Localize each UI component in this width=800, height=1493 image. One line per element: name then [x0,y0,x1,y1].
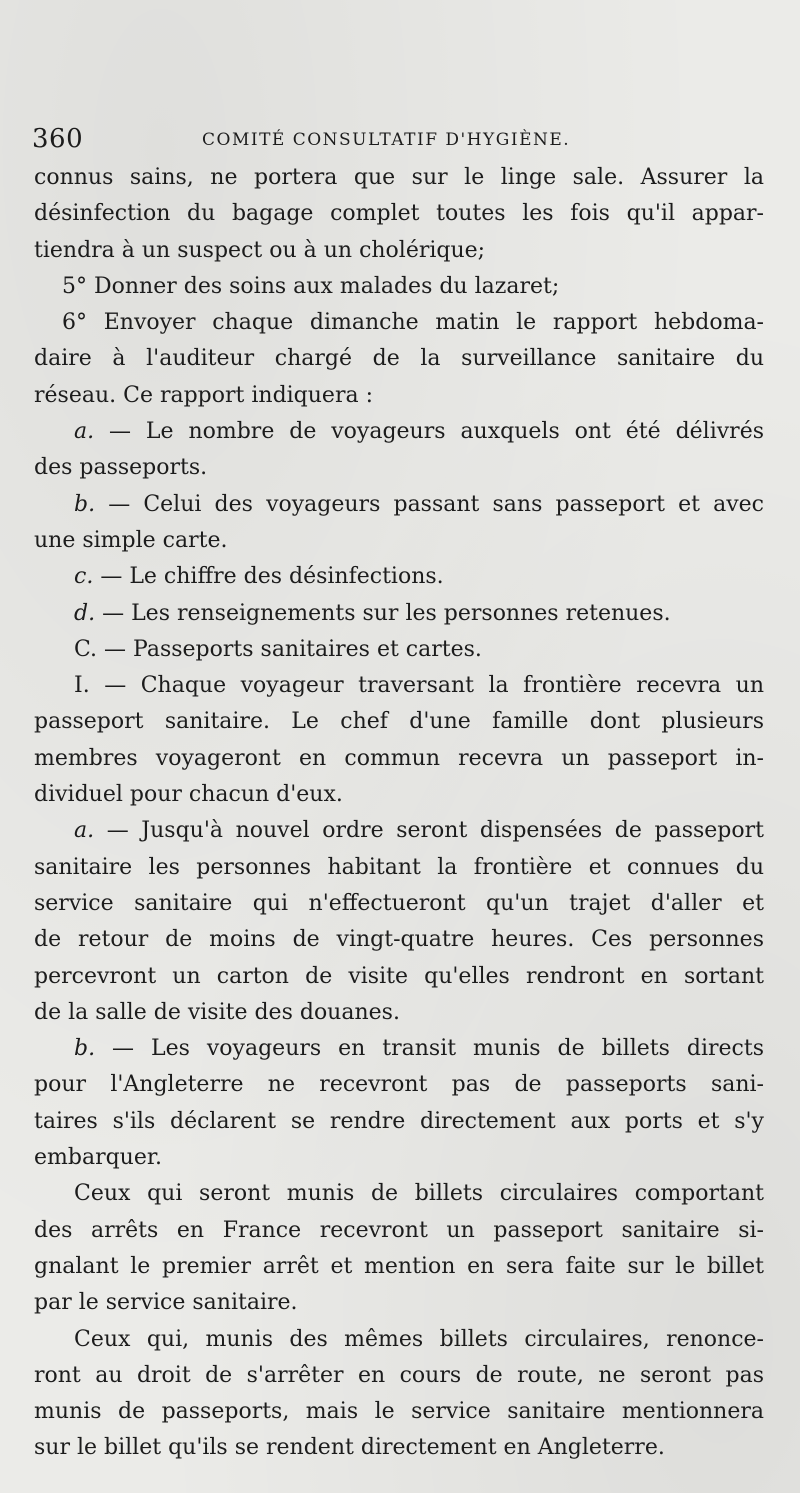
text-line: sur le billet qu'ils se rendent directement en Angleterre. [34,1435,665,1461]
text-line: une simple carte. [34,527,228,553]
text-line: a. — Le nombre de voyageurs auxquels ont été délivrés [74,419,764,445]
list-marker: a. [74,818,95,844]
page-header [32,118,762,158]
text-line: tiendra à un suspect ou à un cholérique; [34,237,486,263]
text-line: b. — Celui des voyageurs passant sans passeport et avec [74,491,764,517]
list-marker: d. [74,600,96,626]
text-line: gnalant le premier arrêt et mention en sera faite sur le billet [34,1253,764,1279]
text-line: munis de passeports, mais le service sanitaire mentionnera [34,1399,764,1425]
text-line: Ceux qui, munis des mêmes billets circulaires, renonce- [74,1326,764,1352]
text-line: membres voyageront en commun recevra un passeport in- [34,745,764,771]
page-number: 360 [32,124,84,154]
text-line: connus sains, ne portera que sur le linge sale. Assurer la [34,165,764,190]
text-line: passeport sanitaire. Le chef d'une famille dont plusieurs [34,709,764,735]
text-line: daire à l'auditeur chargé de la surveillance sanitaire du [34,346,764,372]
list-marker: a. [74,419,95,445]
text-line: pour l'Angleterre ne recevront pas de passeports sani- [34,1072,764,1098]
body-text [34,160,764,1467]
running-title: COMITÉ CONSULTATIF D'HYGIÈNE. [202,130,571,150]
text-line: par le service sanitaire. [34,1290,298,1316]
text-line: de la salle de visite des douanes. [34,999,400,1025]
text-line: sanitaire les personnes habitant la frontière et connues du [34,854,764,880]
text-line: des passeports. [34,455,208,481]
text-line: b. — Les voyageurs en transit munis de billets directs [74,1036,764,1062]
text-line: c. — Le chiffre des désinfections. [74,564,444,590]
text-line: ront au droit de s'arrêter en cours de route, ne seront pas [34,1362,764,1388]
text-line: d. — Les renseignements sur les personnes retenues. [74,600,671,626]
text-line: 5° Donner des soins aux malades du lazaret; [62,273,560,299]
list-marker: c. [74,564,94,590]
text-line: service sanitaire qui n'effectueront qu'un trajet d'aller et [34,890,764,916]
text-line: désinfection du bagage complet toutes les fois qu'il appar- [34,201,764,227]
list-marker: b. [74,491,96,517]
text-line: percevront un carton de visite qu'elles rendront en sortant [34,963,764,989]
text-line: embarquer. [34,1145,162,1171]
text-line: a. — Jusqu'à nouvel ordre seront dispensées de passeport [74,818,764,844]
text-line: taires s'ils déclarent se rendre directement aux ports et s'y [34,1108,764,1134]
text-line: I. — Chaque voyageur traversant la frontière recevra un [74,673,764,699]
text-line: dividuel pour chacun d'eux. [34,782,343,808]
list-marker: b. [74,1036,96,1062]
text-line: 6° Envoyer chaque dimanche matin le rapport hebdoma- [62,310,764,336]
text-line: des arrêts en France recevront un passeport sanitaire si- [34,1217,764,1243]
text-line: Ceux qui seront munis de billets circulaires comportant [74,1181,764,1207]
text-line: de retour de moins de vingt-quatre heures. Ces personnes [34,927,764,953]
text-line: réseau. Ce rapport indiquera : [34,382,373,408]
text-line: C. — Passeports sanitaires et cartes. [74,636,482,662]
